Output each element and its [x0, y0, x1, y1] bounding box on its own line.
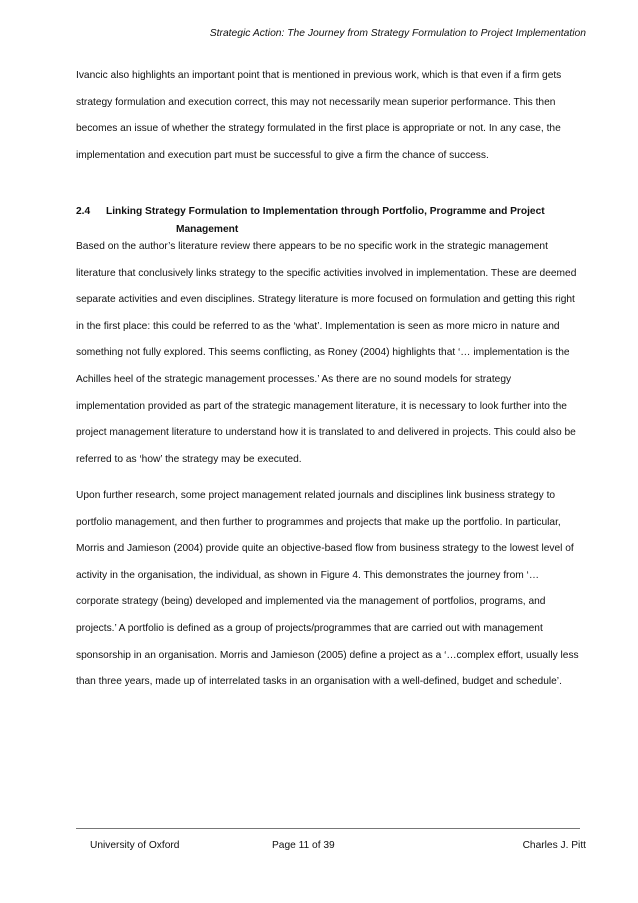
footer-author: Charles J. Pitt: [522, 840, 586, 851]
section-number: 2.4: [76, 206, 91, 217]
section-title: Linking Strategy Formulation to Implementation through Portfolio, Programme and Project: [106, 206, 545, 217]
section-title-continued: Management: [176, 224, 239, 235]
paragraph-literature-review: Based on the author’s literature review there appears to be no specific work in the strategic management literature that conclusively links strategy to the specific activities involved in implementation. These are deemed separate activities and even disciplines. Strategy literature is more focused on formulation and getting this right in the first place: this could be referred to as the ‘what’. Implementation is seen as more micro in nature and something not fully explored. This seems conflicting, as Roney (2004) highlights that ‘… implementation is the Achilles heel of the strategic management processes.’ As there are no sound models for strategy implementation provided as part of the strategic management literature, it is necessary to look further into the project management literature to understand how it is translated to and delivered in projects. This could also be referred to as ‘how’ the strategy may be executed.: [76, 241, 577, 465]
footer-page-number: Page 11 of 39: [272, 840, 335, 851]
footer-divider: [76, 828, 580, 829]
paragraph-ivancic: Ivancic also highlights an important point that is mentioned in previous work, which is that even if a firm gets strategy formulation and execution correct, this may not necessarily mean superior performance. This then becomes an issue of whether the strategy formulated in the first place is appropriate or not. In any case, the implementation and execution part must be successful to give a firm the chance of success.: [76, 70, 562, 161]
running-header: Strategic Action: The Journey from Strategy Formulation to Project Implementation: [209, 28, 586, 39]
paragraph-further-research: Upon further research, some project management related journals and disciplines link business strategy to portfolio management, and then further to programmes and projects that make up the portfolio. In particular, Morris and Jamieson (2004) provide quite an objective-based flow from business strategy to the lowest level of activity in the organisation, the individual, as shown in Figure 4. This demonstrates the journey from ‘…corporate strategy (being) developed and implemented via the management of portfolios, programs, and projects.’ A portfolio is defined as a group of projects/programmes that are carried out with management sponsorship in an organisation. Morris and Jamieson (2005) define a project as a ‘…complex effort, usually less than three years, made up of interrelated tasks in an organisation with a well-defined, budget and schedule’.: [76, 490, 579, 688]
footer-institution: University of Oxford: [90, 840, 180, 851]
